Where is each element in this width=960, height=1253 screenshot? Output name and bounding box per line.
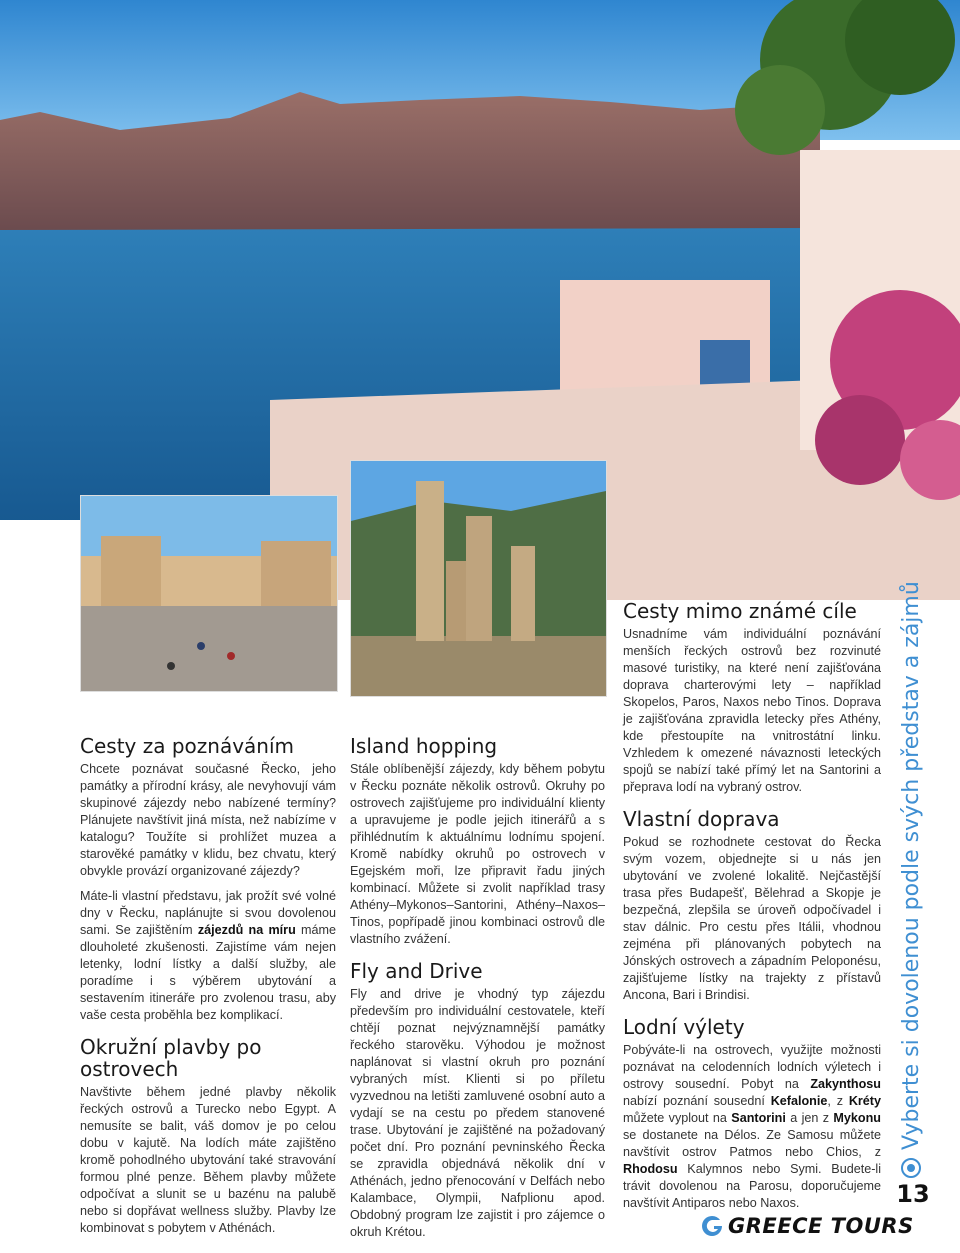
- section-fly-and-drive: [350, 960, 605, 1241]
- section-paragraph: Stále oblíbenější zájezdy, kdy během pobytu v Řecku poznáte několik ostrovů. Okruhy po ostrovech zajišťujeme pro individuální klienty a upravujeme je podle jejich itinerářů a s přihlédnutím k aktuálnímu lodnímu spojení. Kromě nabídky okruhů po ostrovech v Egejském moři, lze připravit řadu jiných kombinací. Můžete si zvolit například trasy Athény–Mykonos–Santorini, Athény–Naxos–Tinos, popřípadě jinou kombinaci ostrovů dle vlastního zvážení.: [350, 762, 605, 946]
- column-left: [80, 735, 336, 1249]
- greece-tours-logo-icon: [700, 1214, 724, 1238]
- bullet-circle-icon: [901, 1158, 921, 1178]
- page-number: 13: [896, 1180, 930, 1208]
- section-title: Vlastní doprava: [623, 807, 780, 831]
- section-paragraph: Pobýváte-li na ostrovech, využijte možnosti poznávat na celodenních lodních výletech i ostrovy sousední. Pobyt na Zakynthosu nabízí poznání sousední Kefalonie, z Kréty můžete vyplout na Santorini a jen z Mykonu se dostanete na Délos. Ze Samosu můžete navštívit ostrov Patmos nebo Chios, z Rhodosu Kalymnos nebo Symi. Budete-li trávit dovolenou na Parosu, doporučujeme navštívit Antiparos nebo Naxos.: [623, 1043, 882, 1210]
- section-lodni-vylety: [623, 1016, 881, 1212]
- section-title: Lodní výlety: [623, 1015, 745, 1039]
- column-right: [623, 600, 881, 1224]
- section-title: Island hopping: [350, 734, 498, 758]
- section-title: Okružní plavby po ostrovech: [80, 1035, 262, 1081]
- section-paragraph: Navštivte během jedné plavby několik řeckých ostrovů a Turecko nebo Egypt. A nemusíte se balit, váš domov je po celou dobu v kajutě. Na lodích máte zajištěno kromě pohodlného ubytování také stravování formou plné penze. Během plavby můžete odpočívat a slunit se u bazénu na palubě nebo si dopřávat wellness služby. Plavby lze kombinovat s pobytem v Athénách.: [80, 1085, 336, 1235]
- delphi-temple-photo: [350, 460, 607, 697]
- sidebar-vertical-text: [893, 581, 929, 1178]
- greece-tours-logo: [700, 1214, 914, 1238]
- section-paragraph: Máte-li vlastní představu, jak prožít své volné dny v Řecku, naplánujte si svou dovolenou sami. Se zajištěním zájezdů na míru máme dlouholeté zkušenosti. Zajistíme vám nejen letenky, lodní lístky a další služby, ale poradíme i s výběrem ubytování a sestavením itineráře pro zvolenou trasu, aby vaše cesta proběhla bez komplikací.: [80, 889, 336, 1022]
- rhodes-square-photo: [80, 495, 338, 692]
- section-cesty-za-poznavanim: [80, 735, 336, 1024]
- section-paragraph: Usnadníme vám individuální poznávání menších řeckých ostrovů bez rozvinuté masové turistiky, na které není zajišťována doprava charterovými lety – například Skopelos, Paros, Naxos nebo Tinos. Doprava je zajišťována zpravidla letecky přes Athény, kde přestoupíte na vnitrostátní linku. Vzhledem k omezené návaznosti leteckých spojů se nabízí také přímý let na Santorini a přeprava lodí na vybraný ostrov.: [623, 627, 881, 794]
- section-title: Fly and Drive: [350, 959, 483, 983]
- section-okruzni-plavby: [80, 1036, 336, 1237]
- sidebar-text: Vyberte si dovolenou podle svých představ a zájmů: [898, 581, 924, 1150]
- section-title: Cesty za poznáváním: [80, 734, 295, 758]
- column-middle: [350, 735, 605, 1253]
- section-paragraph: Pokud se rozhodnete cestovat do Řecka svým vozem, objednejte si u nás jen ubytování ve zvolené lokalitě. Nejčastější trasa přes Budapešť, Bělehrad a Skopje je bezpečná, zlepšila se úroveň odpočívadel i stav dálnic. Pro cestu přes Itálii, vhodnou zejména při plánovaných pobytech na Jónských ostrovech a západním Peloponésu, zajišťujeme lístky na trajekty z přístavů Ancona, Bari i Brindisi.: [623, 835, 881, 1002]
- section-title: Cesty mimo známé cíle: [623, 599, 857, 623]
- logo-text: GREECE TOURS: [728, 1214, 914, 1238]
- section-vlastni-doprava: [623, 808, 881, 1004]
- section-island-hopping: [350, 735, 605, 948]
- section-paragraph: Chcete poznávat současné Řecko, jeho památky a přírodní krásy, ale nevyhovují vám skupinové zájezdy nebo nabízené termíny? Plánujete navštívit jiná místa, než nabízíme v katalogu? Toužíte si prohlížet muzea a starověké památky v klidu, bez chvatu, který obvykle provází organizované zájezdy?: [80, 762, 336, 878]
- section-paragraph: Fly and drive je vhodný typ zájezdu především pro individuální cestovatele, kteří chtějí poznat nejvýznamnější památky řeckého starověku. Výhodou je možnost naplánovat si vlastní okruh pro poznání vybraných míst. Klienti si po příletu vyzvednou na letišti zamluvené osobní auto a vydají se na cestu po předem stanovené trase. Ubytování je zajištěné na požadovaný počet dní. Pro poznání pevninského Řecka se zpravidla objednává několik dní v Athénách, jedno přenocování v Delfách nebo Kalambace, Olympii, Nafplionu apod. Obdobný program lze zajistit i pro zájemce o okruh Krétou.: [350, 987, 605, 1239]
- section-cesty-mimo-zname-cile: [623, 600, 881, 796]
